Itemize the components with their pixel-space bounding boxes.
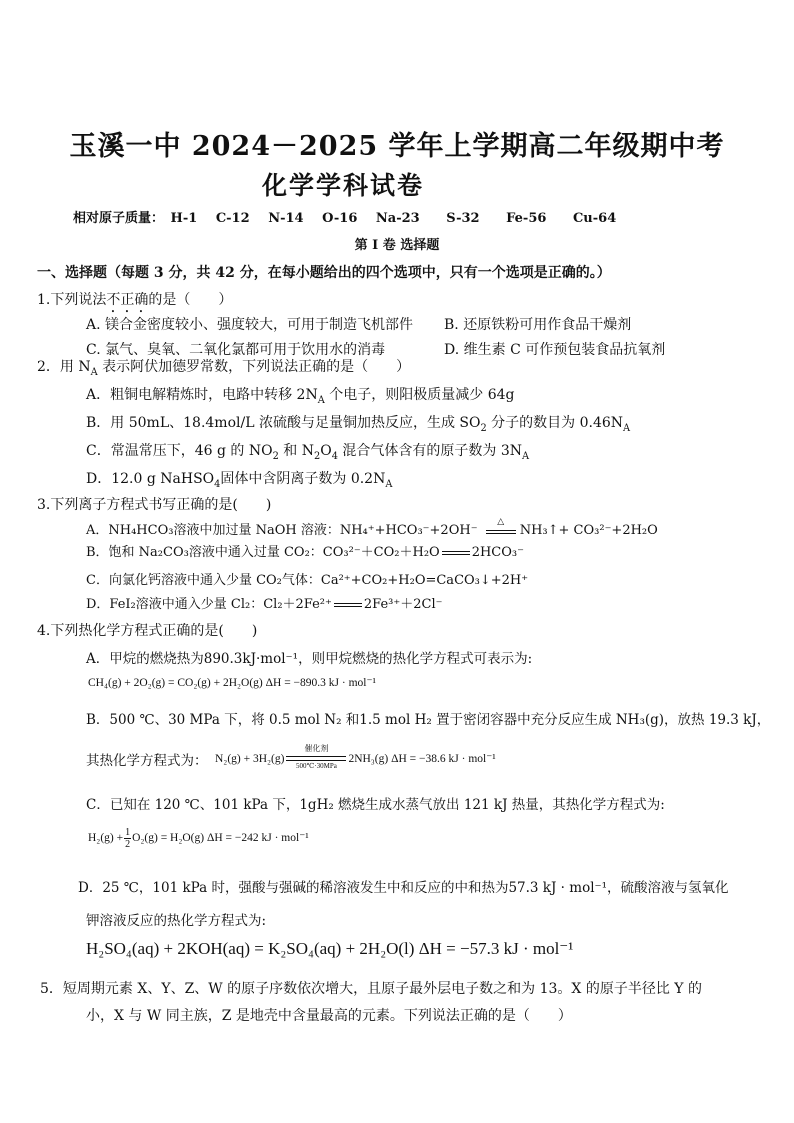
q2-a-sub: A — [317, 394, 325, 406]
q2-c-text: C．常温常压下，46 g 的 NO — [86, 443, 273, 459]
q3-a-text-b: NH₃↑+ CO₃²⁻+2H₂O — [519, 523, 658, 538]
q2-option-c — [86, 440, 529, 460]
q4-option-b: B．500 ℃、30 MPa 下，将 0.5 mol N₂ 和1.5 mol H₂ 置于密闭容器中充分反应生成 NH₃(g)，放热 19.3 kJ， — [86, 712, 771, 728]
q3-b-text: B．饱和 Na₂CO₃溶液中通入过量 CO₂：CO₃²⁻＋CO₂＋H₂O — [86, 545, 440, 560]
fraction-denominator: 2 — [125, 839, 131, 850]
q2-d-sub-a: A — [385, 478, 393, 490]
atomic-mass-item: Na-23 — [375, 211, 420, 226]
heat-arrow — [484, 516, 518, 538]
q3-a-text: A．NH₄HCO₃溶液中加过量 NaOH 溶液：NH₄⁺+HCO₃⁻+2OH⁻ — [86, 523, 478, 538]
q1-option-d: D. 维生素 C 可作预包装食品抗氧剂 — [444, 342, 666, 358]
equals-sign — [442, 551, 470, 555]
q3-option-a — [86, 516, 658, 538]
q3-option-c: C．向氯化钙溶液中通入少量 CO₂气体：Ca²⁺+CO₂+H₂O=CaCO₃↓+2H⁺ — [86, 573, 529, 588]
q4-d-label: 钾溶液反应的热化学方程式为: — [86, 913, 267, 929]
q2-sub: A — [90, 366, 98, 378]
question-1-stem — [37, 289, 232, 316]
q2-b-sub: 2 — [480, 422, 487, 434]
q2-a-text: A．粗铜电解精炼时，电路中转移 2N — [86, 387, 318, 403]
q2-a-text-b: 个电子，则阳极质量减少 64g — [324, 387, 515, 403]
atomic-mass-item: N-14 — [268, 211, 304, 226]
fraction-half — [124, 827, 131, 850]
q4-b-label: 其热化学方程式为： — [86, 753, 208, 769]
question-3-stem: 3.下列离子方程式书写正确的是( ) — [37, 497, 272, 513]
q2-c-sub4: 4 — [331, 450, 338, 462]
q1-stem-b: 的是（ ） — [148, 292, 233, 308]
q2-d-sub: 4 — [214, 478, 221, 490]
q2-option-a — [86, 384, 514, 404]
q3-d-text-b: 2Fe³⁺＋2Cl⁻ — [363, 597, 443, 612]
q2-b-text-b: 分子的数目为 0.46N — [486, 415, 624, 431]
q2-c-sub: 2 — [272, 450, 279, 462]
q2-d-text-b: 固体中含阴离子数为 0.2N — [220, 471, 386, 487]
question-4-stem: 4.下列热化学方程式正确的是( ) — [37, 623, 258, 639]
atomic-mass-line — [73, 207, 630, 226]
q2-option-b — [86, 412, 630, 432]
q2-c-text-b: 和 N — [278, 443, 314, 459]
question-5-line1: 5．短周期元素 X、Y、Z、W 的原子序数依次增大，且原子最外层电子数之和为 13。X 的原子半径比 Y 的 — [40, 981, 702, 997]
q2-c-text-d: 混合气体含有的原子数为 3N — [337, 443, 522, 459]
question-2-stem — [37, 356, 410, 376]
question-5-line2: 小，X 与 W 同主族，Z 是地壳中含量最高的元素。下列说法正确的是（ ） — [86, 1008, 572, 1024]
q1-option-a: A. 镁合金密度较小、强度较大，可用于制造飞机部件 — [86, 317, 414, 333]
q4-b-equation — [215, 744, 496, 771]
q2-c-sub-a: A — [521, 450, 530, 462]
q3-option-b — [86, 541, 524, 560]
reversible-arrow — [286, 744, 346, 771]
equals-sign — [334, 603, 362, 607]
q4-b-eq-left: N₂(g) + 3H₂(g) — [215, 753, 285, 765]
exam-title: 玉溪一中 2024－2025 学年上学期高二年级期中考 — [69, 131, 725, 162]
atomic-mass-item: C-12 — [215, 211, 250, 226]
atomic-mass-item: H-1 — [170, 211, 198, 226]
heat-symbol: △ — [497, 516, 505, 527]
atomic-mass-item: S-32 — [446, 211, 480, 226]
q1-option-b: B. 还原铁粉可用作食品干燥剂 — [444, 317, 632, 333]
q2-c-sub2: 2 — [313, 450, 321, 462]
q1-stem-a: 1.下列说法 — [37, 292, 107, 308]
atomic-mass-label: 相对原子质量： — [73, 211, 165, 226]
part-instructions: 一、选择题（每题 3 分，共 42 分，在每小题给出的四个选项中，只有一个选项是正确的。） — [37, 265, 611, 281]
q4-c-eq-right: O₂(g) = H₂O(g) ΔH = −242 kJ · mol⁻¹ — [132, 832, 309, 845]
q2-option-d — [86, 468, 392, 488]
q2-b-text: B．用 50mL、18.4mol/L 浓硫酸与足量铜加热反应，生成 SO — [86, 415, 481, 431]
atomic-mass-item: Fe-56 — [506, 211, 547, 226]
q4-b-eq-right: 2NH₃(g) ΔH = −38.6 kJ · mol⁻¹ — [348, 753, 496, 765]
q2-stem: 2．用 N — [37, 359, 91, 375]
q2-d-text: D．12.0 g NaHSO — [86, 471, 215, 487]
q2-stem-b: 表示阿伏加德罗常数，下列说法正确的是（ ） — [97, 359, 411, 375]
catalyst-label: 催化剂 — [304, 744, 329, 754]
atomic-mass-item: Cu-64 — [572, 211, 617, 226]
q4-a-equation: CH₄(g) + 2O₂(g) = CO₂(g) + 2H₂O(g) ΔH = −890.3 kJ · mol⁻¹ — [88, 677, 377, 689]
q4-c-eq-left: H₂(g) + — [88, 832, 124, 845]
q1-option-c: C. 氯气、臭氧、二氧化氯都可用于饮用水的消毒 — [86, 342, 386, 358]
q2-b-sub-a: A — [623, 422, 631, 434]
q4-c-equation — [88, 827, 309, 850]
atomic-mass-item: O-16 — [322, 211, 358, 226]
q1-emphasis: 不正确 — [106, 292, 149, 308]
q4-option-c: C．已知在 120 ℃、101 kPa 下，1gH₂ 燃烧生成水蒸气放出 121 kJ 热量，其热化学方程式为: — [86, 797, 665, 813]
q2-c-text-c: O — [320, 443, 332, 459]
section-heading: 第 I 卷 选择题 — [354, 238, 440, 253]
condition-label: 500℃·30MPa — [295, 762, 337, 771]
q4-d-equation: H₂SO₄(aq) + 2KOH(aq) = K₂SO₄(aq) + 2H₂O(l) ΔH = −57.3 kJ · mol⁻¹ — [86, 939, 574, 958]
q3-d-text: D．FeI₂溶液中通入少量 Cl₂：Cl₂＋2Fe²⁺ — [86, 597, 332, 612]
q3-option-d — [86, 593, 442, 612]
exam-subject: 化学学科试卷 — [262, 171, 425, 200]
q3-b-text-b: 2HCO₃⁻ — [471, 545, 524, 560]
q4-option-a: A．甲烷的燃烧热为890.3kJ·mol⁻¹，则甲烷燃烧的热化学方程式可表示为: — [86, 651, 533, 667]
q4-option-d: D．25 ℃，101 kPa 时，强酸与强碱的稀溶液发生中和反应的中和热为57.3 kJ · mol⁻¹，硫酸溶液与氢氧化 — [78, 880, 729, 896]
fraction-numerator: 1 — [125, 827, 131, 838]
